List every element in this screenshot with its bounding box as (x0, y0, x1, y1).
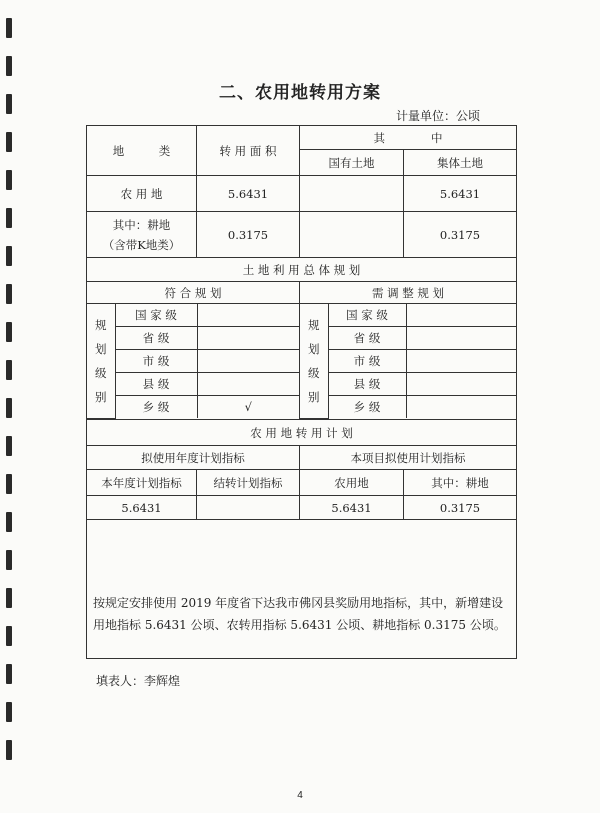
conform-value-county (197, 373, 299, 396)
val-annual-plan: 5.6431 (87, 496, 197, 520)
conform-value-national (197, 304, 299, 327)
conform-plan-subtable (87, 304, 299, 419)
conform-value-province (197, 327, 299, 350)
row-cultivated-state (300, 212, 404, 258)
row-cultivated-area: 0.3175 (197, 212, 300, 258)
adjust-side-label: 规 划 级 别 (300, 304, 328, 418)
unit-label: 计量单位：公顷 (396, 109, 481, 123)
adjust-level-national: 国 家 级 (328, 304, 406, 327)
adjust-value-province (406, 327, 516, 350)
conform-level-national: 国 家 级 (115, 304, 197, 327)
transfer-section-title: 农 用 地 转 用 计 划 (87, 420, 517, 446)
conversion-table (86, 125, 517, 659)
transfer-planned-title: 拟使用年度计划指标 (87, 446, 300, 470)
adjust-level-township: 乡 级 (328, 396, 406, 419)
cultivated-label-line2: （含带K地类） (102, 237, 181, 252)
transfer-project-title: 本项目拟使用计划指标 (300, 446, 517, 470)
conform-level-province: 省 级 (115, 327, 197, 350)
cultivated-label-line1: 其中：耕地 (112, 217, 171, 232)
header-collective-land: 集体土地 (404, 150, 517, 176)
row-farmland-state (300, 176, 404, 212)
header-land-type: 地 类 (87, 126, 197, 176)
row-cultivated-label (87, 212, 197, 258)
col-annual-plan: 本年度计划指标 (87, 470, 197, 496)
conform-level-city: 市 级 (115, 350, 197, 373)
header-state-land: 国有土地 (300, 150, 404, 176)
val-farmland: 5.6431 (300, 496, 404, 520)
adjust-level-city: 市 级 (328, 350, 406, 373)
col-cultivated: 其中：耕地 (404, 470, 517, 496)
adjust-value-city (406, 350, 516, 373)
row-cultivated-collective: 0.3175 (404, 212, 517, 258)
page-number: 4 (297, 790, 303, 801)
note-text: 按规定安排使用 2019 年度省下达我市佛冈县奖励用地指标，其中，新增建设用地指标 5.6431 公顷、农转用指标 5.6431 公顷、耕地指标 0.3175 公顷。 (87, 520, 517, 659)
adjust-plan-subtable (300, 304, 516, 419)
col-farmland: 农用地 (300, 470, 404, 496)
conform-value-city (197, 350, 299, 373)
header-among: 其 中 (300, 126, 517, 150)
plan-conform-title: 符 合 规 划 (87, 282, 300, 304)
adjust-value-county (406, 373, 516, 396)
row-farmland-label: 农 用 地 (87, 176, 197, 212)
row-farmland-area: 5.6431 (197, 176, 300, 212)
conform-value-township: √ (197, 396, 299, 419)
page-title: 二、农用地转用方案 (219, 83, 381, 103)
conform-level-county: 县 级 (115, 373, 197, 396)
val-cultivated: 0.3175 (404, 496, 517, 520)
plan-adjust-title: 需 调 整 规 划 (300, 282, 517, 304)
adjust-value-township (406, 396, 516, 419)
row-farmland-collective: 5.6431 (404, 176, 517, 212)
binder-holes (4, 0, 18, 813)
adjust-plan-block (300, 304, 517, 420)
filler-name: 填表人：李辉煌 (96, 674, 181, 688)
adjust-level-county: 县 级 (328, 373, 406, 396)
conform-plan-block (87, 304, 300, 420)
adjust-value-national (406, 304, 516, 327)
header-area: 转 用 面 积 (197, 126, 300, 176)
val-carryover-plan (197, 496, 300, 520)
col-carryover-plan: 结转计划指标 (197, 470, 300, 496)
plan-section-title: 土 地 利 用 总 体 规 划 (87, 258, 517, 282)
conform-side-label: 规 划 级 别 (87, 304, 115, 418)
adjust-level-province: 省 级 (328, 327, 406, 350)
conform-level-township: 乡 级 (115, 396, 197, 419)
